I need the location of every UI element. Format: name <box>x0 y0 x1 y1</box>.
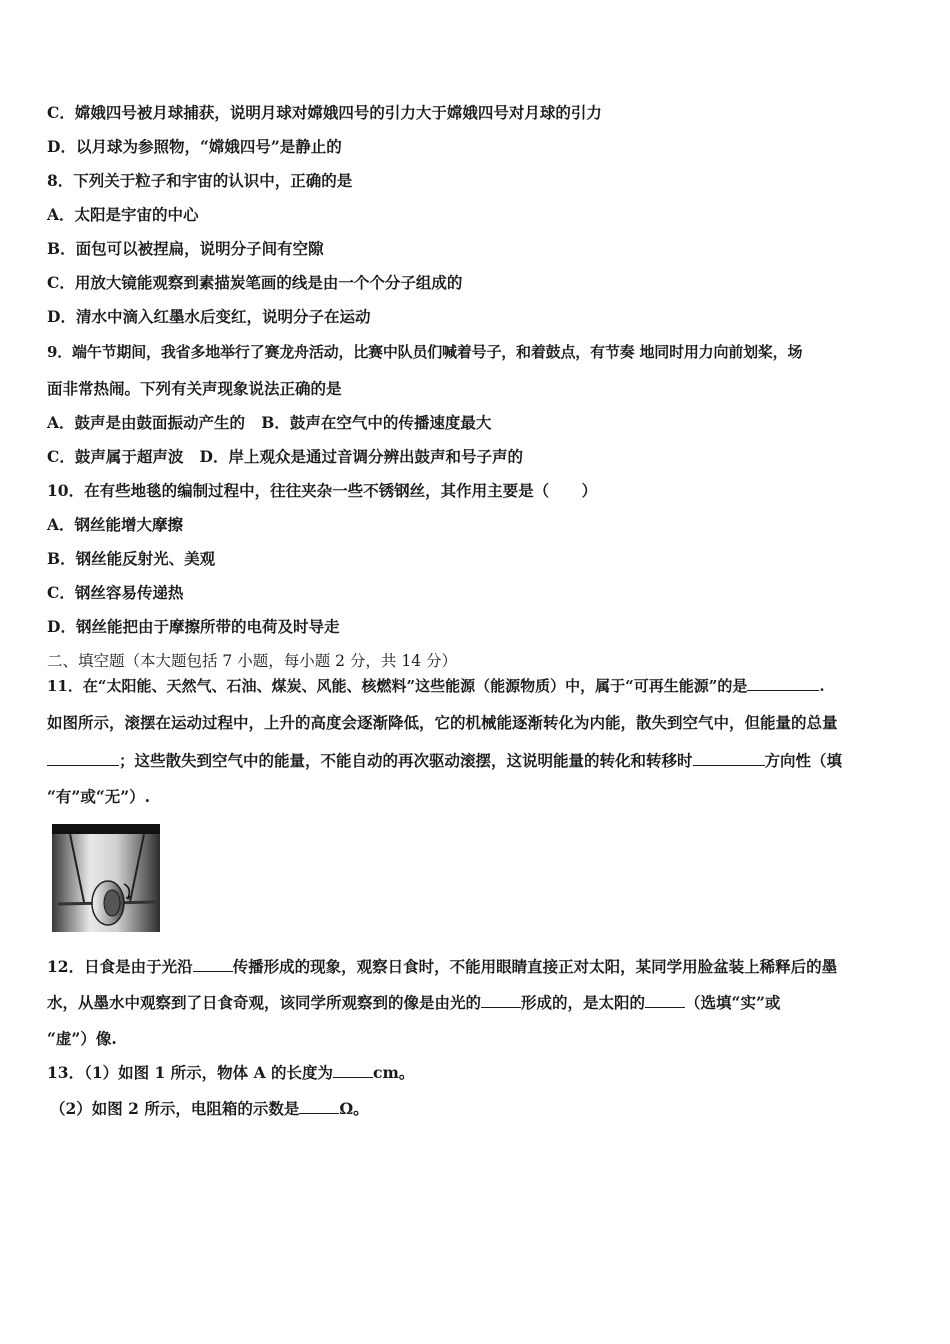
q8-option-d: D．清水中滴入红墨水后变红，说明分子在运动 <box>47 307 371 326</box>
q12-line-2-text-b: 形成的，是太阳的 <box>521 993 646 1012</box>
answer-blank[interactable] <box>693 750 765 766</box>
q8-option-c: C．用放大镜能观察到素描炭笔画的线是由一个个分子组成的 <box>47 273 463 292</box>
q10-option-d: D．钢丝能把由于摩擦所带的电荷及时导走 <box>47 617 340 636</box>
q11-line-4: “有”或“无”）. <box>47 787 151 806</box>
q11-line-3 <box>47 749 842 771</box>
answer-blank[interactable] <box>193 956 233 972</box>
q11-line-1-text: 11．在“太阳能、天然气、石油、煤炭、风能、核燃料”这些能源（能源物质）中，属于“可再生能源”的是 <box>47 677 748 695</box>
q12-line-1 <box>47 955 837 977</box>
q12-line-2-text-c: （选填“实”或 <box>685 993 781 1012</box>
q10-stem: 10．在有些地毯的编制过程中，往往夹杂一些不锈钢丝，其作用主要是（ ） <box>47 481 597 500</box>
q13-line-2 <box>50 1097 369 1119</box>
rolling-pendulum-figure <box>52 824 160 932</box>
q12-line-2 <box>47 991 780 1013</box>
q8-option-b: B．面包可以被捏扁，说明分子间有空隙 <box>47 239 324 258</box>
q11-line-3-text-a: ；这些散失到空气中的能量，不能自动的再次驱动滚摆，这说明能量的转化和转移时 <box>119 751 693 770</box>
answer-blank[interactable] <box>333 1062 373 1078</box>
q13-line-1-text-a: 13．（1）如图 1 所示，物体 A 的长度为 <box>47 1063 334 1082</box>
answer-blank[interactable] <box>47 750 119 766</box>
q12-line-2-text-a: 水，从墨水中观察到了日食奇观，该同学所观察到的像是由光的 <box>47 993 482 1012</box>
q7-option-c: C．嫦娥四号被月球捕获，说明月球对嫦娥四号的引力大于嫦娥四号对月球的引力 <box>47 103 602 122</box>
answer-blank[interactable] <box>481 992 521 1008</box>
q9-stem-line-1: 9．端午节期间，我省多地举行了赛龙舟活动，比赛中队员们喊着号子，和着鼓点，有节奏 地同时用力向前划桨，场 <box>47 343 803 361</box>
q8-option-a: A．太阳是宇宙的中心 <box>47 205 199 224</box>
q11-line-2: 如图所示，滚摆在运动过程中，上升的高度会逐渐降低，它的机械能逐渐转化为内能，散失到空气中，但能量的总量 <box>47 713 838 732</box>
q10-option-c: C．钢丝容易传递热 <box>47 583 184 602</box>
answer-blank[interactable] <box>747 675 819 691</box>
q13-line-1 <box>47 1061 414 1083</box>
q9-stem-line-2: 面非常热闹。下列有关声现象说法正确的是 <box>47 379 342 398</box>
q8-stem: 8．下列关于粒子和宇宙的认识中，正确的是 <box>47 171 353 190</box>
q10-option-a: A．钢丝能增大摩擦 <box>47 515 184 534</box>
q12-line-3: “虚”）像. <box>47 1029 117 1048</box>
q13-line-2-text-a: （2）如图 2 所示，电阻箱的示数是 <box>50 1099 300 1118</box>
section-2-heading: 二、填空题（本大题包括 7 小题，每小题 2 分，共 14 分） <box>47 652 458 670</box>
q9-options-cd: C．鼓声属于超声波 D．岸上观众是通过音调分辨出鼓声和号子声的 <box>47 447 523 466</box>
q11-line-3-text-b: 方向性（填 <box>764 751 843 770</box>
q10-option-b: B．钢丝能反射光、美观 <box>47 549 216 568</box>
answer-blank[interactable] <box>299 1098 339 1114</box>
q11-line-1 <box>47 675 825 696</box>
q13-line-1-text-b: cm。 <box>373 1063 415 1082</box>
answer-blank[interactable] <box>645 992 685 1008</box>
q7-option-d: D．以月球为参照物，“嫦娥四号”是静止的 <box>47 137 342 156</box>
q13-line-2-text-b: Ω。 <box>339 1099 369 1118</box>
q11-line-1-end: . <box>819 677 825 695</box>
q12-line-1-text-b: 传播形成的现象，观察日食时，不能用眼睛直接正对太阳，某同学用脸盆装上稀释后的墨 <box>232 957 838 976</box>
q9-options-ab: A．鼓声是由鼓面振动产生的 B．鼓声在空气中的传播速度最大 <box>47 413 492 432</box>
q12-line-1-text-a: 12．日食是由于光沿 <box>47 957 193 976</box>
